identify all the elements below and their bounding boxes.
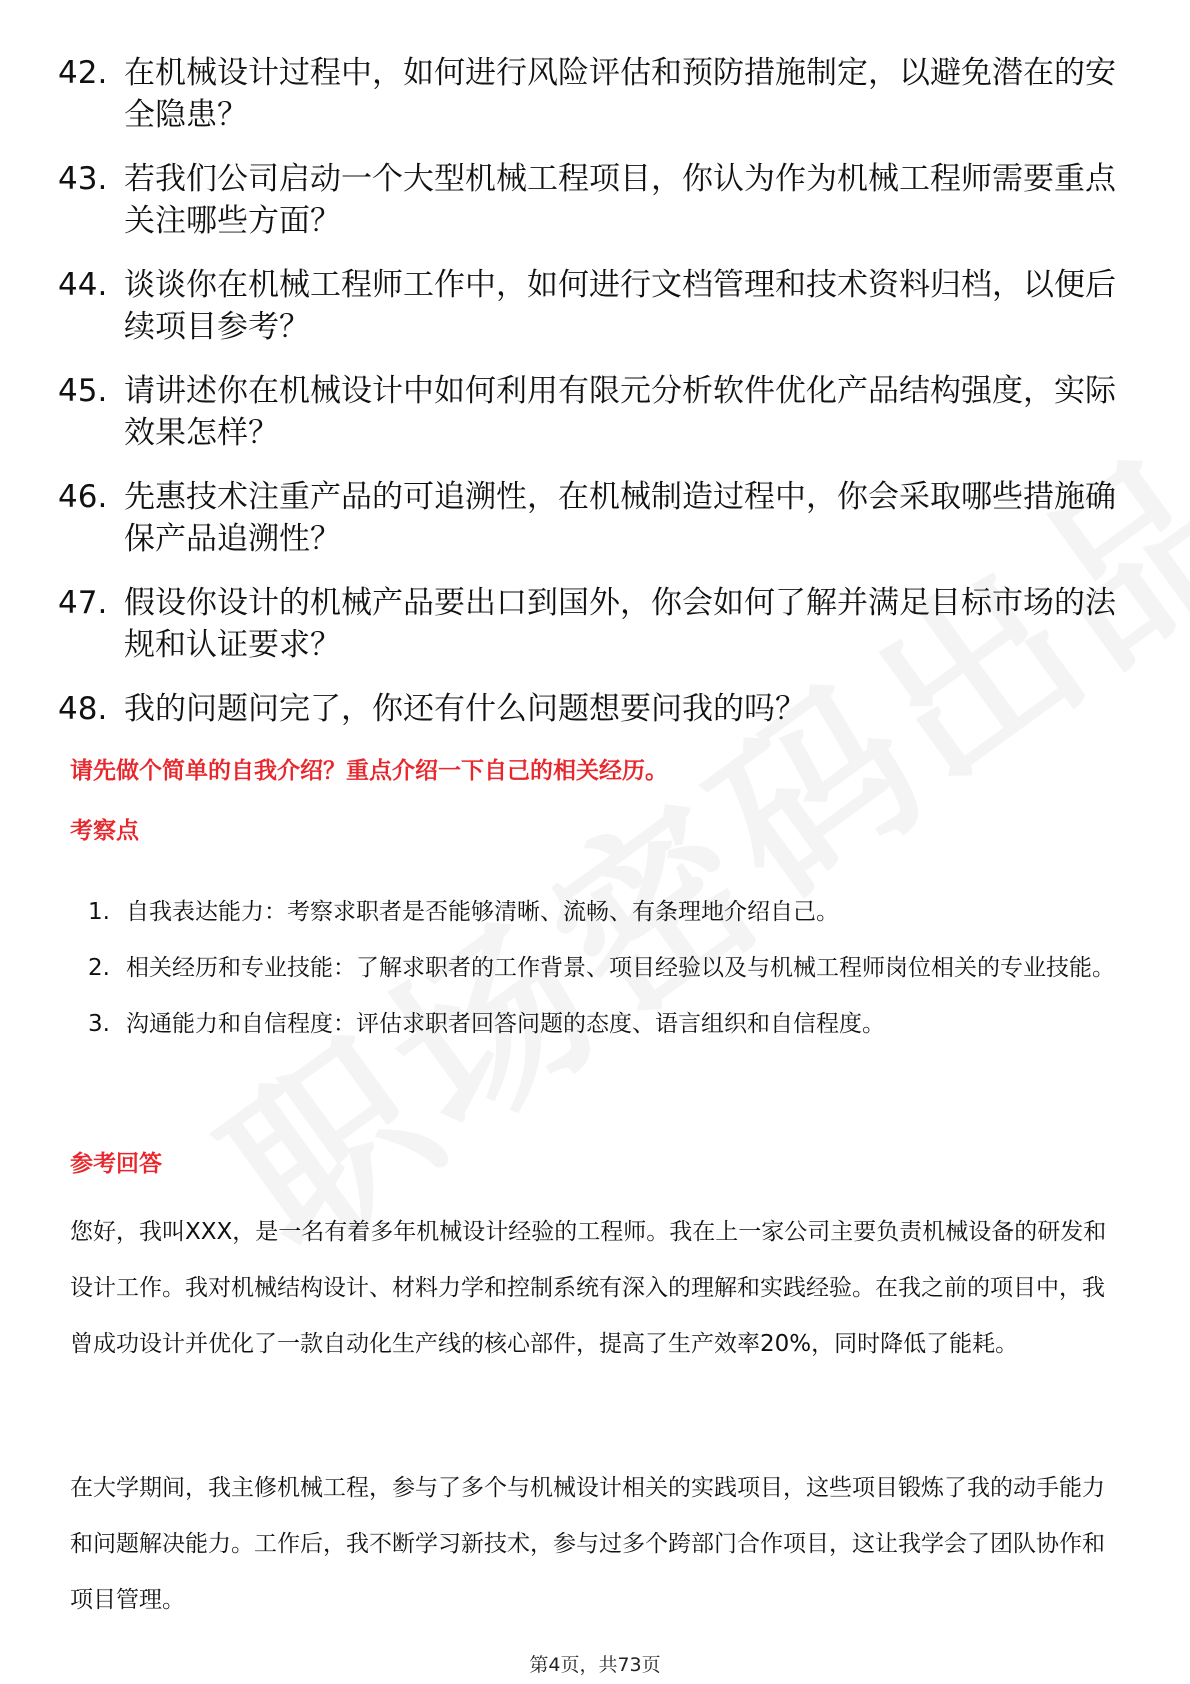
question-text: 我的问题问完了，你还有什么问题想要问我的吗？ xyxy=(124,691,806,727)
question-number: 47. xyxy=(58,585,108,621)
question-item xyxy=(58,370,1118,454)
list-item-text: 自我表达能力：考察求职者是否能够清晰、流畅、有条理地介绍自己。 xyxy=(126,899,839,925)
question-number: 46. xyxy=(58,479,108,515)
question-list xyxy=(58,52,1118,752)
list-item-number: 3. xyxy=(88,1011,110,1037)
question-number: 43. xyxy=(58,161,108,197)
question-item xyxy=(58,688,1118,730)
question-item xyxy=(58,52,1118,136)
list-item-number: 2. xyxy=(88,955,110,981)
question-item xyxy=(58,158,1118,242)
question-text: 谈谈你在机械工程师工作中，如何进行文档管理和技术资料归档，以便后续项目参考？ xyxy=(124,267,1116,345)
list-item xyxy=(70,996,1120,1052)
list-item-text: 相关经历和专业技能：了解求职者的工作背景、项目经验以及与机械工程师岗位相关的专业技能。 xyxy=(126,955,1115,981)
question-number: 48. xyxy=(58,691,108,727)
question-text: 先惠技术注重产品的可追溯性，在机械制造过程中，你会采取哪些措施确保产品追溯性？ xyxy=(124,479,1116,557)
assessment-heading: 考察点 xyxy=(70,818,139,844)
question-item xyxy=(58,476,1118,560)
question-text: 若我们公司启动一个大型机械工程项目，你认为作为机械工程师需要重点关注哪些方面？ xyxy=(124,161,1116,239)
question-item xyxy=(58,264,1118,348)
reference-paragraph: 在大学期间，我主修机械工程，参与了多个与机械设计相关的实践项目，这些项目锻炼了我的动手能力和问题解决能力。工作后，我不断学习新技术，参与过多个跨部门合作项目，这让我学会了团队协作和项目管理。 xyxy=(70,1475,1105,1613)
question-number: 44. xyxy=(58,267,108,303)
page-footer: 第4页，共73页 xyxy=(529,1654,661,1676)
focus-question-title: 请先做个简单的自我介绍？重点介绍一下自己的相关经历。 xyxy=(70,758,668,784)
question-item xyxy=(58,582,1118,666)
list-item-text: 沟通能力和自信程度：评估求职者回答问题的态度、语言组织和自信程度。 xyxy=(126,1011,885,1037)
list-item-number: 1. xyxy=(88,899,110,925)
list-item xyxy=(70,884,1120,940)
question-text: 在机械设计过程中，如何进行风险评估和预防措施制定，以避免潜在的安全隐患？ xyxy=(124,55,1116,133)
question-text: 假设你设计的机械产品要出口到国外，你会如何了解并满足目标市场的法规和认证要求？ xyxy=(124,585,1116,663)
assessment-list xyxy=(70,884,1120,1052)
reference-heading: 参考回答 xyxy=(70,1151,162,1177)
list-item xyxy=(70,940,1120,996)
question-number: 45. xyxy=(58,373,108,409)
reference-paragraph: 您好，我叫XXX，是一名有着多年机械设计经验的工程师。我在上一家公司主要负责机械设备的研发和设计工作。我对机械结构设计、材料力学和控制系统有深入的理解和实践经验。在我之前的项目中，我曾成功设计并优化了一款自动化生产线的核心部件，提高了生产效率20%，同时降低了能耗。 xyxy=(70,1219,1107,1357)
question-text: 请讲述你在机械设计中如何利用有限元分析软件优化产品结构强度，实际效果怎样？ xyxy=(124,373,1116,451)
question-number: 42. xyxy=(58,55,108,91)
